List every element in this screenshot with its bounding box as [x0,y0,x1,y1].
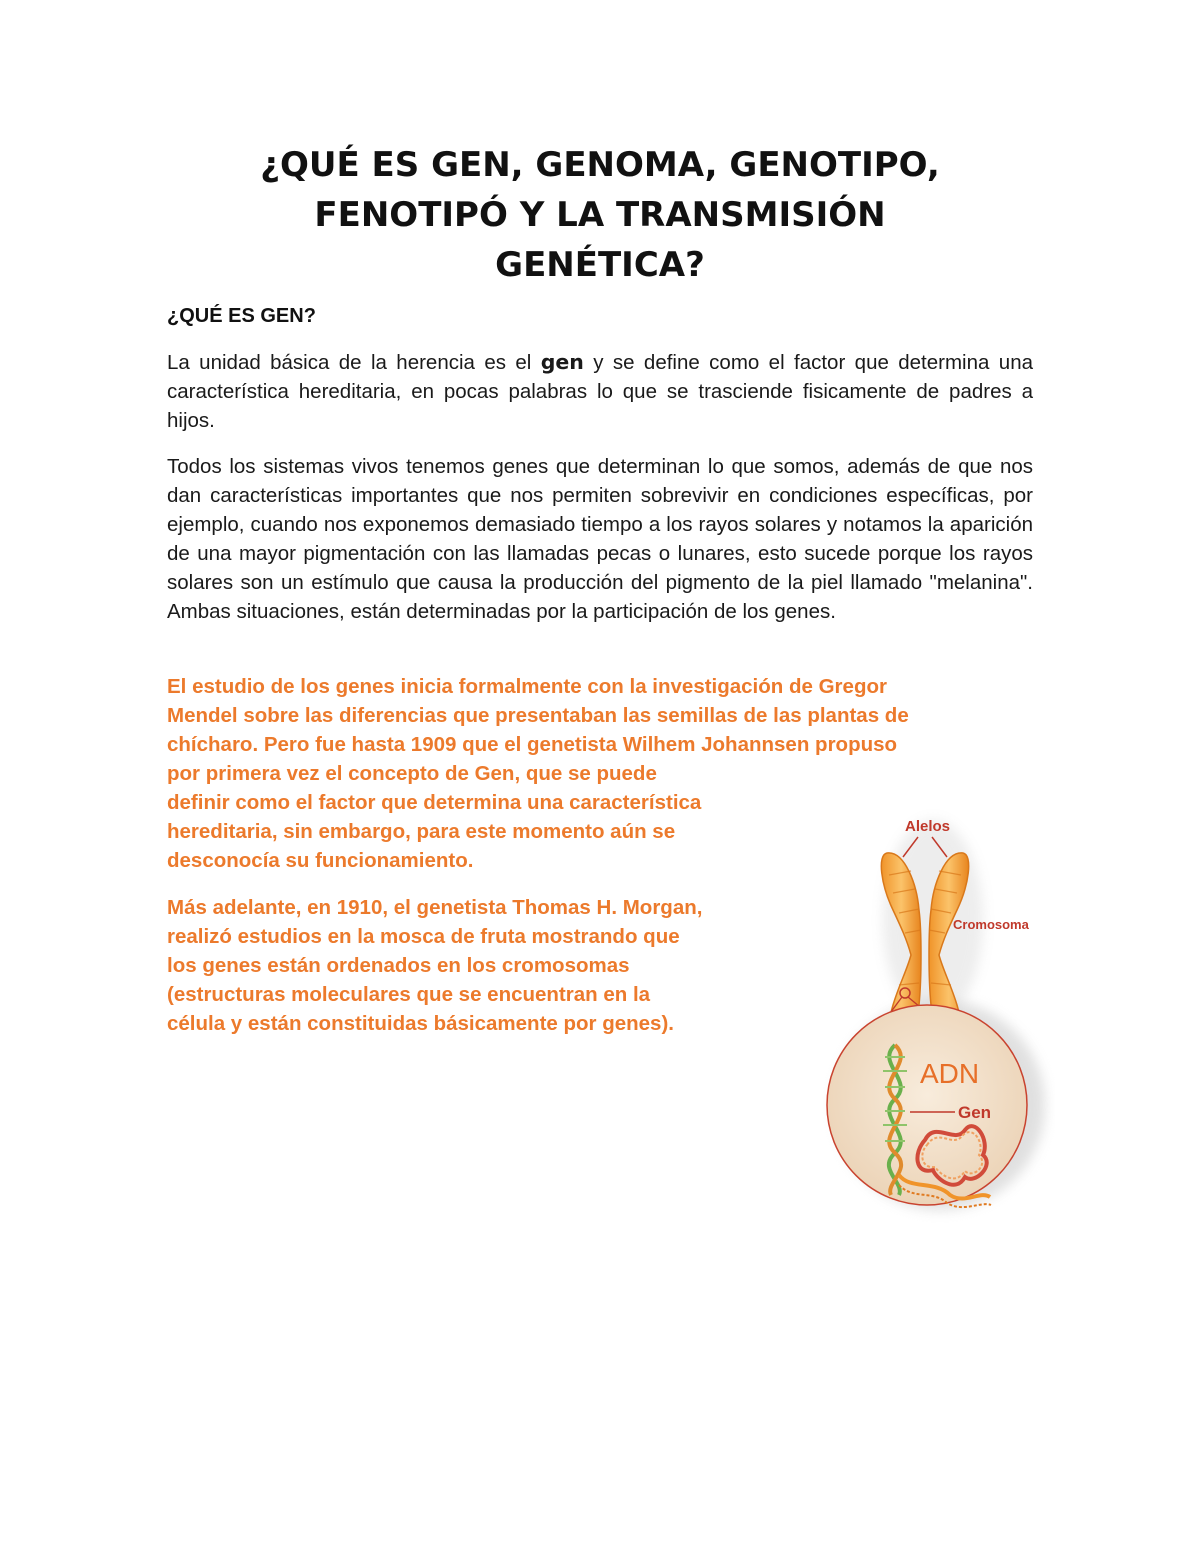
paragraph-living-systems: Todos los sistemas vivos tenemos genes que determinan lo que somos, además de que nos dan características importantes que nos permiten sobrevivir en condiciones específicas, por ejemplo, cuando nos exponemos demasiado tiempo a los rayos solares y notamos la aparición de una mayor pigmentación con las llamadas pecas o lunares, esto sucede porque los rayos solares son un estímulo que causa la producción del pigmento de la piel llamado "melanina". Ambas situaciones, están determinadas por la participación de los genes. [167,455,1033,623]
page-title [150,140,1050,290]
orange-line: célula y están constituidas básicamente por genes). [167,1012,674,1035]
orange-line: hereditaria, sin embargo, para este momento aún se [167,820,676,843]
paragraph-text: La unidad básica de la herencia es el [167,351,541,374]
orange-line: definir como el factor que determina una característica [167,791,702,814]
label-chromosome: Cromosoma [953,917,1029,932]
orange-line: Más adelante, en 1910, el genetista Thomas H. Morgan, [167,896,703,919]
orange-line: por primera vez el concepto de Gen, que se puede [167,762,657,785]
bold-term-gen: gen [540,350,584,374]
title-line: ¿QUÉ ES GEN, GENOMA, GENOTIPO, [260,145,940,185]
label-dna: ADN [920,1058,980,1089]
orange-paragraph-history [167,672,909,875]
orange-line: El estudio de los genes inicia formalmente con la investigación de Gregor [167,675,887,698]
orange-line: Mendel sobre las diferencias que presentaban las semillas de las plantas de [167,704,909,727]
label-gene: Gen [958,1103,992,1122]
chromosome-dna-svg [815,805,1055,1250]
paragraph-text: y se define como el factor que determina una característica hereditaria, en pocas palabras lo que se trasciende fisicamente de padres a hijos. [167,351,1033,432]
chromosome-dna-illustration [815,805,1055,1250]
orange-line: chícharo. Pero fue hasta 1909 que el genetista Wilhem Johannsen propuso [167,733,898,756]
orange-line: (estructuras moleculares que se encuentran en la [167,983,651,1006]
section-heading: ¿QUÉ ES GEN? [167,305,316,327]
title-line: GENÉTICA? [495,245,705,285]
orange-line: desconocía su funcionamiento. [167,849,474,872]
orange-paragraph-morgan [167,893,702,1038]
label-alleles: Alelos [905,818,951,835]
title-line: FENOTIPÓ Y LA TRANSMISIÓN [314,195,886,235]
paragraph-gen-definition [167,348,1033,435]
orange-line: los genes están ordenados en los cromosomas [167,954,630,977]
dna-circle [827,1005,1027,1205]
orange-line: realizó estudios en la mosca de fruta mostrando que [167,925,680,948]
